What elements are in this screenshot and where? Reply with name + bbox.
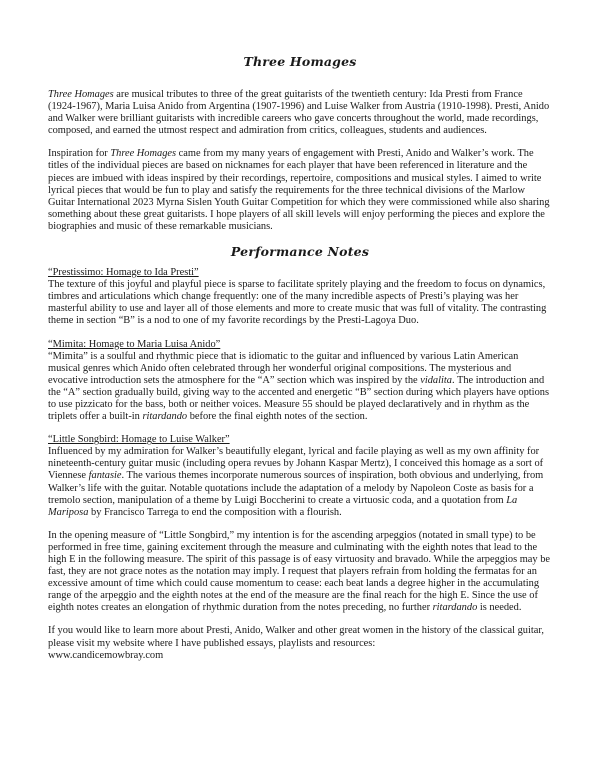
piece-presti (48, 267, 552, 327)
closing-paragraph (48, 625, 552, 661)
term-la-mariposa: La Mariposa (48, 494, 518, 518)
piece-notes-walker-part-3: by Francisco Tarrega to end the composition with a flourish. (88, 506, 342, 518)
piece-heading-walker: “Little Songbird: Homage to Luise Walker” (48, 434, 230, 446)
intro-paragraph-1-text: are musical tributes to three of the great guitarists of the twentieth century: Ida Presti from France (1924-1967), Maria Luisa Anido from Argentina (1907-1996) and Luise Walker from Austria (1910-1998). Presti, Anido and Walker were brilliant guitarists with incredible careers who gave concerts throughout the world, made recordings, composed, and earned the utmost respect and admiration from critics, colleagues, students and audiences. (48, 89, 550, 137)
piece-notes-walker-part-1: Influenced by my admiration for Walker’s beautifully elegant, lyrical and facile playing as well as my own affinity for nineteenth-century guitar music (including opera revues by Johann Kaspar Mertz), I conceived this homage as a sort of Viennese (48, 446, 544, 482)
performance-notes-heading: Performance Notes (230, 244, 370, 260)
intro-paragraph-2-text: came from my many years of engagement with Presti, Anido and Walker’s work. The titles of the individual pieces are based on nicknames for each player that have been referenced in literature and the pieces are imbued with ideas inspired by their recordings, repertoire, compositions and musical styles. I aimed to write lyrical pieces that would be fun to play and satisfy the requirements for the three technical divisions of the Marlow Guitar International 2023 Myrna Sislen Youth Guitar Competition for which they were commissioned while also sharing something about these great guitarists. I hope players of all skill levels will enjoy performing the pieces and explore the biographies and music of these remarkable musicians. (48, 148, 550, 232)
piece-notes-walker (48, 446, 552, 519)
piece-heading-anido: “Mimita: Homage to Maria Luisa Anido” (48, 338, 221, 350)
closing-text: If you would like to learn more about Presti, Anido, Walker and other great women in the history of the classical guitar, please visit my website where I have published essays, playlists and resources: (48, 625, 545, 649)
term-vidalita: vidalita (420, 374, 452, 386)
term-ritardando: ritardando (432, 602, 478, 614)
term-fantasie: fantasie (88, 470, 122, 482)
piece-notes-walker-part-2: . The various themes incorporate numerous sources of inspiration, both obvious and underlying, from Walker’s life with the guitar. Notable quotations include the adaptation of a melody by Napoleon Coste as basis for a tremolo section, manipulation of a theme by Luigi Boccherini to create a virtuosic coda, and a quotation from (48, 470, 544, 506)
intro-paragraph-2-lead: Inspiration for (48, 148, 111, 160)
piece-heading-presti: “Prestissimo: Homage to Ida Presti” (48, 267, 199, 279)
piece-notes-anido (48, 351, 552, 424)
songbird-performance-note (48, 530, 552, 615)
piece-walker (48, 434, 552, 519)
term-ritardando: ritardando (142, 411, 188, 423)
piece-notes-presti: The texture of this joyful and playful piece is sparse to facilitate spritely playing and the freedom to focus on dynamics, timbres and articulations which change frequently: one of the many incredible aspects of Presti’s playing was her masterful ability to use and layer all of those elements and more to create music that was full of vitality. The contrasting theme in section “B” is a nod to one of my favorite recordings by the Presti-Lagoya Duo. (48, 279, 547, 327)
website-url: www.candicemowbray.com (48, 649, 164, 661)
piece-notes-anido-part-2: . The introduction and the “A” section gradually build, giving way to the accented and energetic “B” section during which players have options to use pizzicato for the bass, both or neither voices. Measure 55 should be played declaratively and in rhythm as the triplets offer a built-in (48, 374, 549, 423)
piece-notes-anido-part-1: “Mimita” is a soulful and rhythmic piece that is idiomatic to the guitar and influenced by various Latin American musical genres which Anido often celebrated through her wonderful original compositions. The mysterious and evocative introduction sets the atmosphere for the “A” section which was inspired by the (48, 350, 519, 386)
work-title-italic: Three Homages (48, 89, 114, 100)
songbird-note-part-1: In the opening measure of “Little Songbird,” my intention is for the ascending arpeggios (notated in small type) to be performed in free time, gaining excitement through the measure and culminating with the eighth notes that lead to the high E in the following measure. The spirit of this passage is of easy virtuosity and bravado. While the arpeggios may be fast, they are not grace notes as the notation may imply. I request that players refrain from holding the fermatas for an excessive amount of time which could cause momentum to cease: each beat lands a degree higher in the accumulating range of the arpeggio and the eighth notes at the end of the measure are the final reach for the high E. Since the use of eighth notes creates an elongation of rhythmic duration from the notes preceding, no further (48, 529, 551, 614)
piece-anido (48, 339, 552, 424)
piece-notes-anido-part-3: before the final eighth notes of the section. (187, 411, 368, 423)
intro-paragraph-2 (48, 148, 552, 233)
work-title-italic: Three Homages (110, 148, 177, 160)
intro-paragraph-1 (48, 89, 552, 137)
songbird-note-part-2: is needed. (477, 602, 522, 614)
document-title: Three Homages (243, 54, 357, 69)
